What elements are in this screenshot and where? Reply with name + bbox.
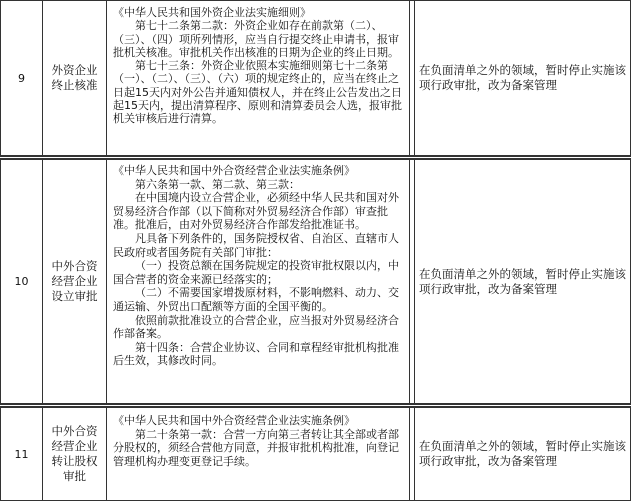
legal-basis [107, 408, 410, 500]
law-title: 《中华人民共和国外资企业法实施细则》 [113, 6, 311, 19]
law-title: 《中华人民共和国中外合资经营企业法实施条例》 [113, 414, 355, 427]
law-title: 《中华人民共和国中外合资经营企业法实施条例》 [113, 164, 355, 177]
adjustment-note: 在负面清单之外的领域，暂时停止实施该项行政审批，改为备案管理 [419, 63, 626, 92]
law-clause: 依照前款批准设立的合营企业，应当报对外贸易经济合作部备案。 [113, 313, 399, 341]
table-row [0, 0, 631, 156]
law-clause: （一）投资总额在国务院规定的投资审批权限以内，中国合营者的资金来源已经落实的； [113, 259, 399, 286]
adjustment-note: 在负面清单之外的领域，暂时停止实施该项行政审批，改为备案管理 [419, 266, 626, 296]
legal-basis [107, 1, 410, 155]
law-clause: 在中国境内设立合营企业，必须经中华人民共和国对外贸易经济合作部（以下简称对外贸易经济合作部）审查批准。批准后，由对外贸易经济合作部发给批准证书。 [113, 191, 399, 232]
approval-item-name: 外资企业终止核准 [43, 1, 107, 155]
law-clause: 凡具备下列条件的，国务院授权省、自治区、直辖市人民政府或者国务院有关部门审批： [113, 231, 399, 259]
law-clause: （二）不需要国家增拨原材料，不影响燃料、动力、交通运输、外贸出口配额等方面的全国平衡的。 [113, 286, 399, 313]
law-clause: 第七十三条：外资企业依照本实施细则第七十二条第（一）、（二）、（三）、（六）项的规定终止的，应当在终止之日起15天内对外公告并通知债权人，并在终止公告发出之日起15天内，提出清算程序、原则和清算委员会人选，报审批机关审核后进行清算。 [113, 59, 402, 126]
legal-basis [107, 160, 410, 403]
row-number: 11 [1, 408, 43, 500]
law-clause: 第二十条第一款：合营一方向第三者转让其全部或者部分股权的，须经合营他方同意，并报审批机构批准，向登记管理机构办理变更登记手续。 [113, 427, 399, 468]
law-clause: 第七十二条第二款：外资企业如存在前款第（二）、（三）、（四）项所列情形，应当自行提交终止申请书，报审批机关核准。审批机关作出核准的日期为企业的终止日期。 [113, 19, 399, 59]
table-row [0, 407, 631, 501]
adjustment-note: 在负面清单之外的领域，暂时停止实施该项行政审批，改为备案管理 [419, 439, 626, 468]
table-row [0, 159, 631, 404]
approval-item-name: 中外合资经营企业转让股权审批 [43, 408, 107, 500]
law-clause: 第十四条：合营企业协议、合同和章程经审批机构批准后生效，其修改时同。 [113, 340, 399, 368]
row-number: 10 [1, 160, 43, 403]
law-clause: 第六条第一款、第二款、第三款： [135, 177, 300, 191]
approval-item-name: 中外合资经营企业设立审批 [43, 160, 107, 403]
row-number: 9 [1, 1, 43, 155]
